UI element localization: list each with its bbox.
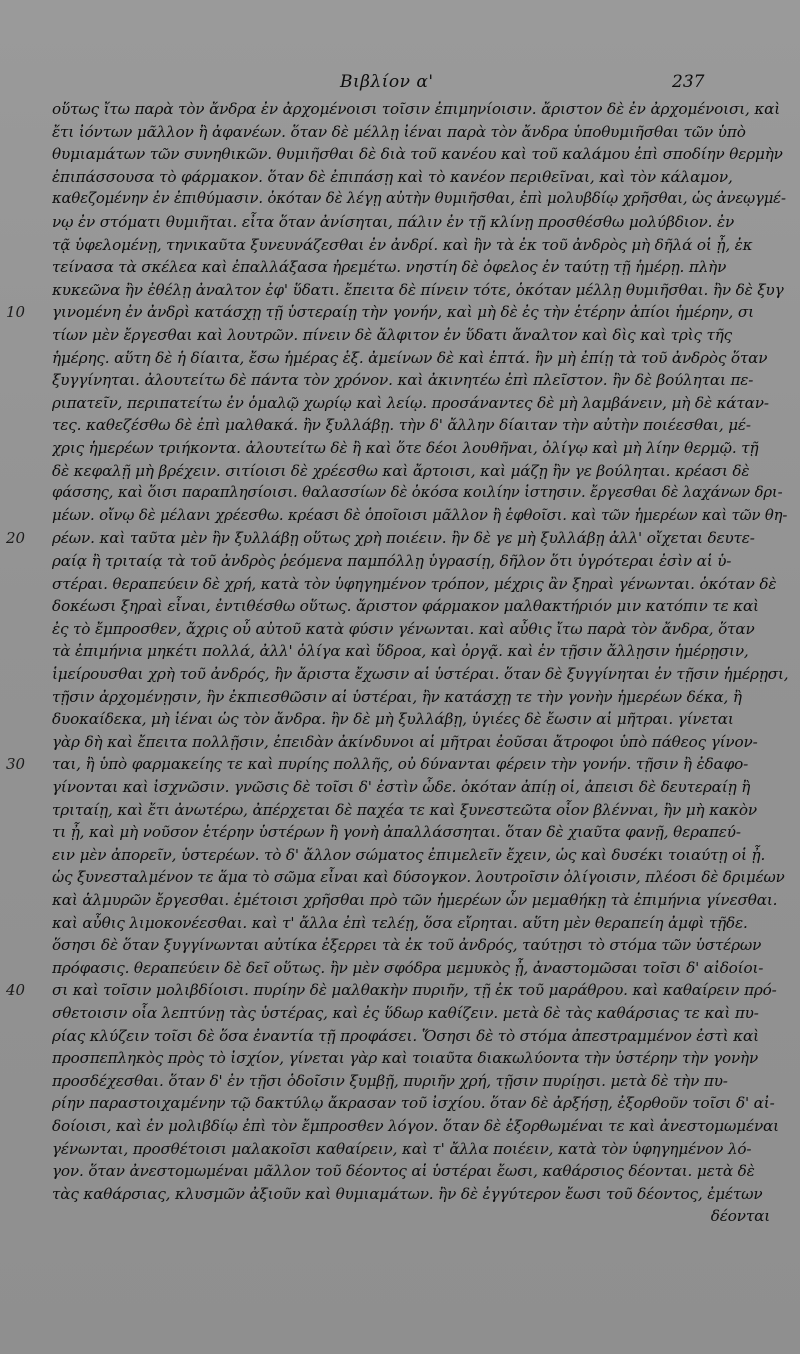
line-text: γον. ὅταν ἀνεστομωμέναι μᾶλλον τοῦ δέοντος αἱ ὑστέραι ἔωσι, καθάρσιος δέονται. μετὰ δὲ (52, 1162, 755, 1181)
text-line (0, 1047, 800, 1070)
text-line (0, 979, 800, 1002)
line-text: δοκέωσι ξηραὶ εἶναι, ἐντιθέσθω οὕτως. ἄριστον φάρμακον μαλθακτήριόν μιν κατόπιν τε καὶ (52, 597, 759, 616)
line-number: 40 (6, 981, 26, 1000)
line-text: σθετοισιν οἷα λεπτύνῃ τὰς ὑστέρας, καὶ ἐς ὕδωρ καθίζειν. μετὰ δὲ τὰς καθάρσιας τε καὶ πυ- (52, 1004, 759, 1022)
text-line (0, 686, 800, 709)
line-text: ἱμείρουσθαι χρὴ τοῦ ἀνδρός, ἢν ἄριστα ἔχωσιν αἱ ὑστέραι. ὅταν δὲ ξυγγίνηται ἐν τῇσιν ἡμέρῃσι, (52, 665, 789, 683)
line-text: προσδέχεσθαι. ὅταν δ' ἐν τῇσι ὁδοῖσιν ξυμβῇ, πυριῆν χρή, τῇσιν πυρίῃσι. μετὰ δὲ τὴν πυ- (52, 1071, 728, 1090)
line-text: ξυγγίνηται. ἀλουτείτω δὲ πάντα τὸν χρόνον. καὶ ἀκινητέω ἐπὶ πλεῖστον. ἢν δὲ βούληται πε- (52, 371, 754, 390)
line-text: στέραι. θεραπεύειν δὲ χρή, κατὰ τὸν ὑφηγημένον τρόπον, μέχρις ἂν ξηραὶ γένωνται. ὁκόταν δὲ (52, 574, 777, 593)
line-text: τὰς καθάρσιας, κλυσμῶν ἀξιοῦν καὶ θυμιαμάτων. ἢν δὲ ἐγγύτερον ἔωσι τοῦ δέοντος, ἐμέτων (52, 1184, 763, 1203)
text-line (0, 324, 800, 347)
line-text: τες. καθεζέσθω δὲ ἐπὶ μαλθακά. ἢν ξυλλάβῃ. τὴν δ' ἄλλην δίαιταν τὴν αὐτὴν ποιέεσθαι, μέ- (52, 416, 751, 435)
text-line (0, 573, 800, 596)
text-line (0, 460, 800, 483)
text-line (0, 618, 800, 641)
line-text: τι ᾖ, καὶ μὴ νοῦσον ἑτέρην ὑστέρων ἢ γονὴ ἀπαλλάσσηται. ὅταν δὲ χιαῦτα φανῇ, θεραπεύ- (52, 823, 741, 842)
line-text: ἡμέρης. αὕτη δὲ ἡ δίαιτα, ἔσω ἡμέρας ἑξ. ἀμείνων δὲ καὶ ἑπτά. ἢν μὴ ἐπίῃ τὰ τοῦ ἀνδρὸς ὅταν (52, 348, 768, 367)
line-text: σι καὶ τοῖσιν μολιβδίοισι. πυρίην δὲ μαλθακὴν πυριῆν, τῇ ἐκ τοῦ μαράθρου. καὶ καθαίρειν πρό- (52, 981, 777, 1000)
text-line (0, 98, 800, 121)
line-text: τὰ ἐπιμήνια μηκέτι πολλά, ἀλλ' ὀλίγα καὶ ὕδροα, καὶ ὀργᾷ. καὶ ἐν τῇσιν ἄλλῃσιν ἡμέρῃσιν, (52, 642, 749, 661)
line-text: τίων μὲν ἔργεσθαι καὶ λουτρῶν. πίνειν δὲ ἄλφιτον ἐν ὕδατι ἄναλτον καὶ δὶς καὶ τρὶς τῆς (52, 326, 733, 344)
line-number: 30 (6, 755, 26, 774)
line-text: γὰρ δὴ καὶ ἔπειτα πολλῇσιν, ἐπειδὰν ἀκίνδυνοι αἱ μῆτραι ἐοῦσαι ἄτροφοι ὑπὸ πάθεος γίνον- (52, 732, 758, 751)
text-line (0, 550, 800, 573)
line-text: ειν μὲν ἀπορεῖν, ὑστερέων. τὸ δ' ἄλλον σώματος ἐπιμελεῖν ἔχειν, ὡς καὶ δυσέκι τοιαύτῃ οἱ ᾖ. (52, 845, 766, 864)
text-line (0, 188, 800, 211)
text-line (0, 753, 800, 776)
text-line (0, 414, 800, 437)
line-text: νῳ ἐν στόματι θυμιῆται. εἶτα ὅταν ἀνίσηται, πάλιν ἐν τῇ κλίνῃ προσθέσθω μολύβδιον. ἐν (52, 213, 735, 231)
text-line (0, 166, 800, 189)
text-line (0, 663, 800, 686)
line-text: χρις ἡμερέων τριήκοντα. ἀλουτείτω δὲ ἢ καὶ ὅτε δέοι λουθῆναι, ὀλίγῳ καὶ μὴ λίην θερμῷ. τῇ (52, 439, 759, 457)
text-line (0, 527, 800, 550)
text-line (0, 708, 800, 731)
line-text: καὶ αὖθις λιμοκονέεσθαι. καὶ τ' ἄλλα ἐπὶ τελέῃ, ὅσα εἴρηται. αὕτη μὲν θεραπείη ἀμφὶ τῇδε. (52, 913, 748, 932)
text-line (0, 957, 800, 980)
line-number: 10 (6, 303, 26, 322)
line-text: ἔτι ἰόντων μᾶλλον ἢ ἀφανέων. ὅταν δὲ μέλλῃ ἰέναι παρὰ τὸν ἄνδρα ὑποθυμιῆσθαι τῶν ὑπὸ (52, 122, 746, 141)
text-line (0, 392, 800, 415)
text-line (0, 1115, 800, 1138)
text-line (0, 279, 800, 302)
text-line (0, 234, 800, 257)
line-text: δὲ κεφαλῇ μὴ βρέχειν. σιτίοισι δὲ χρέεσθω καὶ ἄρτοισι, καὶ μάζῃ ἢν γε βούληται. κρέασι δὲ (52, 461, 750, 480)
line-text: ται, ἢ ὑπὸ φαρμακείης τε καὶ πυρίης πολλῆς, οὐ δύνανται φέρειν τὴν γονήν. τῇσιν ἢ ἐδαφο- (52, 755, 749, 774)
text-line (0, 776, 800, 799)
line-text: τείνασα τὰ σκέλεα καὶ ἐπαλλάξασα ἠρεμέτω. νηστίη δὲ ὀφελος ἐν ταύτῃ τῇ ἡμέρῃ. πλὴν (52, 258, 727, 277)
line-number: 20 (6, 529, 26, 548)
catchword: δέονται (710, 1207, 770, 1226)
text-line (0, 256, 800, 279)
text-line (0, 1002, 800, 1025)
line-text: καὶ ἁλμυρῶν ἔργεσθαι. ἐμέτοισι χρῆσθαι πρὸ τῶν ἡμερέων ὧν μεμαθήκῃ τὰ ἐπιμήνια γίνεσθαι. (52, 891, 778, 909)
text-line (0, 799, 800, 822)
text-line (0, 369, 800, 392)
text-line (0, 866, 800, 889)
line-text: τριταίῃ, καὶ ἔτι ἀνωτέρω, ἀπέρχεται δὲ παχέα τε καὶ ξυνεστεῶτα οἷον βλένναι, ἢν μὴ κακὸν (52, 800, 757, 819)
line-text: πρόφασις. θεραπεύειν δὲ δεῖ οὕτως. ἢν μὲν σφόδρα μεμυκὸς ᾖ, ἀναστομῶσαι τοῖσι δ' αἰδοίοι- (52, 958, 764, 977)
line-text: ραίᾳ ἢ τριταίᾳ τὰ τοῦ ἀνδρὸς ῥεόμενα παμπόλλῃ ὑγρασίῃ, δῆλον ὅτι ὑγρότεραι ἐσὶν αἱ ὑ- (52, 552, 732, 570)
line-text: δυοκαίδεκα, μὴ ἰέναι ὡς τὸν ἄνδρα. ἢν δὲ μὴ ξυλλάβῃ, ὑγιέες δὲ ἔωσιν αἱ μῆτραι. γίνεται (52, 710, 734, 729)
text-line (0, 934, 800, 957)
text-line (0, 912, 800, 935)
line-text: ρίας κλύζειν τοῖσι δὲ ὅσα ἐναντία τῇ προφάσει. Ὅσησι δὲ τὸ στόμα ἀπεστραμμένον ἐστὶ καὶ (52, 1026, 759, 1045)
line-text: γινομένη ἐν ἀνδρὶ κατάσχῃ τῇ ὑστεραίῃ τὴν γονήν, καὶ μὴ δὲ ἐς τὴν ἑτέρην ἀπίοι ἡμέρην, σι (52, 303, 754, 322)
line-text: γίνονται καὶ ἰσχνῶσιν. γνῶσις δὲ τοῖσι δ' ἐστὶν ὧδε. ὁκόταν ἀπίῃ οἱ, ἀπεισι δὲ δευτεραίῃ ἢ (52, 778, 751, 796)
text-line (0, 347, 800, 370)
page-header (0, 72, 800, 96)
text-line (0, 821, 800, 844)
text-line (0, 121, 800, 144)
text-line (0, 482, 800, 505)
line-text: ὅσησι δὲ ὅταν ξυγγίνωνται αὐτίκα ἐξερρει τὰ ἐκ τοῦ ἀνδρός, ταύτῃσι τὸ στόμα τῶν ὑστέρων (52, 936, 762, 955)
text-line (0, 640, 800, 663)
text-line (0, 211, 800, 234)
text-line (0, 1092, 800, 1115)
text-line (0, 889, 800, 912)
text-line (0, 1183, 800, 1206)
line-text: φάσσης, καὶ ὅισι παραπλησίοισι. θαλασσίων δὲ ὁκόσα κοιλίην ἱστησιν. ἔργεσθαι δὲ λαχάνων δρι- (52, 484, 783, 502)
line-text: ἐς τὸ ἔμπροσθεν, ἄχρις οὗ αὐτοῦ κατὰ φύσιν γένωνται. καὶ αὖθις ἴτω παρὰ τὸν ἄνδρα, ὅταν (52, 619, 755, 638)
line-text: προσπεπληκὸς πρὸς τὸ ἰσχίον, γίνεται γὰρ καὶ τοιαῦτα διακωλύοντα τὴν ὑστέρην τὴν γονὴν (52, 1049, 759, 1068)
line-text: γένωνται, προσθέτοισι μαλακοῖσι καθαίρειν, καὶ τ' ἄλλα ποιέειν, κατὰ τὸν ὑφηγημένον λό- (52, 1139, 752, 1158)
line-text: δοίοισι, καὶ ἐν μολιβδίῳ ἐπὶ τὸν ἔμπροσθεν λόγον. ὅταν δὲ ἐξορθωμέναι τε καὶ ἀνεστομωμέναι (52, 1117, 779, 1135)
text-line (0, 437, 800, 460)
page-number: 237 (672, 72, 705, 92)
line-text: ρίην παραστοιχαμένην τῷ δακτύλῳ ἄκρασαν τοῦ ἰσχίου. ὅταν δὲ ἀρξήσῃ, ἐξορθοῦν τοῖσι δ' αἰ- (52, 1094, 775, 1113)
line-text: οὕτως ἴτω παρὰ τὸν ἄνδρα ἐν ἀρχομένοισι τοῖσιν ἐπιμηνίοισιν. ἄριστον δὲ ἐν ἀρχομένοισι, καὶ (52, 100, 781, 118)
catchword-line (0, 1205, 800, 1228)
line-text: μέων. οἴνῳ δὲ μέλανι χρέεσθω. κρέασι δὲ ὁποῖοισι μᾶλλον ἢ ἑφθοῖσι. καὶ τῶν ἡμερέων καὶ τῶν θη- (52, 506, 788, 524)
text-line (0, 1160, 800, 1183)
text-line (0, 301, 800, 324)
line-text: ριπατεῖν, περιπατείτω ἐν ὁμαλῷ χωρίῳ καὶ λείῳ. προσάναντες δὲ μὴ λαμβάνειν, μὴ δὲ κάταν- (52, 393, 769, 412)
text-line (0, 143, 800, 166)
running-head: Βιβλίον α' (340, 72, 434, 92)
text-line (0, 731, 800, 754)
text-line (0, 505, 800, 528)
text-line (0, 1025, 800, 1048)
line-text: καθεζομένην ἐν ἐπιθύμασιν. ὁκόταν δὲ λέγῃ αὐτὴν θυμιῆσθαι, ἐπὶ μολυβδίῳ χρῆσθαι, ὡς ἀνεῳγμέ- (52, 190, 786, 208)
line-text: ὡς ξυνεσταλμένον τε ἅμα τὸ σῶμα εἶναι καὶ δύσογκον. λουτροῖσιν ὀλίγοισιν, πλέοσι δὲ δριμέων (52, 868, 785, 887)
text-line (0, 844, 800, 867)
line-text: κυκεῶνα ἢν ἐθέλῃ ἀναλτον ἐφ' ὕδατι. ἔπειτα δὲ πίνειν τότε, ὁκόταν μέλλῃ θυμιῆσθαι. ἢν δὲ ξυγ (52, 280, 784, 299)
text-line (0, 1070, 800, 1093)
line-text: τῇσιν ἀρχομένῃσιν, ἢν ἐκπιεσθῶσιν αἱ ὑστέραι, ἢν κατάσχῃ τε τὴν γονὴν ἡμερέων δέκα, ἢ (52, 687, 742, 706)
line-text: ρέων. καὶ ταῦτα μὲν ἢν ξυλλάβῃ οὕτως χρὴ ποιέειν. ἢν δὲ γε μὴ ξυλλάβῃ ἀλλ' οἴχεται δευτε- (52, 529, 755, 548)
line-text: θυμιαμάτων τῶν συνηθικῶν. θυμιῆσθαι δὲ διὰ τοῦ κανέου καὶ τοῦ καλάμου ἐπὶ σποδίην θερμὴν (52, 145, 783, 164)
text-line (0, 595, 800, 618)
line-text: ἐπιπάσσουσα τὸ φάρμακον. ὅταν δὲ ἐπιπάσῃ καὶ τὸ κανέον περιθεῖναι, καὶ τὸν κάλαμον, (52, 167, 733, 186)
line-text: τᾷ ὑφελομένῃ, τηνικαῦτα ξυνευνάζεσθαι ἐν ἀνδρί. καὶ ἢν τὰ ἐκ τοῦ ἀνδρὸς μὴ δῆλά οἱ ᾖ, ἐκ (52, 235, 753, 254)
text-line (0, 1138, 800, 1161)
